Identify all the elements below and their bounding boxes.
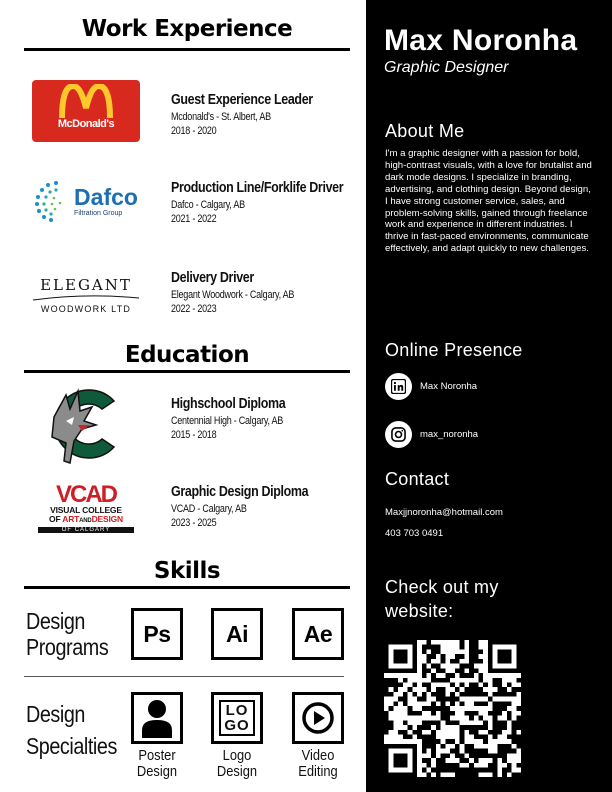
- profile-role: Graphic Designer: [384, 59, 509, 76]
- contact-phone: 403 703 0491: [385, 528, 444, 539]
- work-entry-2: [171, 180, 351, 226]
- work-entry-3: [171, 270, 351, 316]
- illustrator-skill-icon: Ai: [211, 608, 263, 660]
- golden-arches-icon: [59, 84, 113, 118]
- linkedin-link[interactable]: [385, 373, 477, 400]
- education-entry-1: [171, 396, 351, 442]
- school-dates: 2023 - 2025: [171, 517, 217, 529]
- vcad-line-2: OF ARTANDDESIGN: [49, 513, 123, 524]
- photoshop-skill-icon: Ps: [131, 608, 183, 660]
- poster-design-icon: [131, 692, 183, 744]
- degree-title: Highschool Diploma: [171, 396, 286, 412]
- mcdonalds-logo: [24, 82, 148, 140]
- website-qr-code[interactable]: [384, 640, 521, 777]
- job-dates: 2018 - 2020: [171, 125, 217, 137]
- dafco-dots-icon: [34, 179, 72, 223]
- design-specialties-label: Design Specialties: [26, 701, 117, 759]
- school-name: VCAD - Calgary, AB: [171, 503, 247, 515]
- video-editing-icon: [292, 692, 344, 744]
- job-dates: 2022 - 2023: [171, 303, 217, 315]
- school-name: Centennial High - Calgary, AB: [171, 415, 284, 427]
- education-entry-2: [171, 484, 351, 530]
- dafco-subtitle: Filtration Group: [74, 209, 123, 217]
- education-rule: [24, 370, 350, 373]
- dafco-logo: [24, 172, 148, 230]
- right-column: [366, 0, 612, 792]
- coyote-crest-icon: [44, 381, 128, 467]
- instagram-handle: max_noronha: [420, 429, 479, 440]
- contact-heading: Contact: [385, 469, 450, 489]
- skills-heading: Skills: [153, 558, 221, 584]
- job-title: Delivery Driver: [171, 270, 254, 286]
- instagram-link[interactable]: [385, 421, 478, 448]
- job-employer: Mcdonald's - St. Albert, AB: [171, 111, 271, 123]
- job-employer: Dafco - Calgary, AB: [171, 199, 245, 211]
- dafco-wordmark: Dafco: [74, 183, 138, 210]
- elegant-subtitle: WOODWORK LTD: [40, 304, 132, 314]
- mcdonalds-wordmark: McDonald's: [57, 118, 115, 130]
- work-experience-heading: Work Experience: [81, 16, 293, 42]
- instagram-icon: [385, 421, 412, 448]
- linkedin-icon: [385, 373, 412, 400]
- online-presence-heading: Online Presence: [385, 340, 523, 360]
- qr-code-icon: [384, 640, 521, 777]
- about-heading: About Me: [385, 121, 465, 141]
- vcad-logo: [24, 478, 148, 538]
- vcad-line-1: VISUAL COLLEGE: [50, 504, 122, 515]
- after-effects-skill-icon: Ae: [292, 608, 344, 660]
- work-experience-rule: [24, 48, 350, 51]
- about-text: I'm a graphic designer with a passion for bold, high-contrast visuals, with a love for brutalist and dark mode designs. I specialize in branding, advertising, and clothing design. Beyond design, I have strong customer service, sales, and problem-solving skills, gained through freelance work and experience in different industries. I thrive in fast-paced environments, communicate effectively, and adapt quickly to new challenges.: [385, 148, 592, 255]
- education-heading: Education: [124, 342, 250, 368]
- logo-design-icon: LO GO: [211, 692, 263, 744]
- school-dates: 2015 - 2018: [171, 429, 217, 441]
- linkedin-handle: Max Noronha: [420, 381, 478, 392]
- degree-title: Graphic Design Diploma: [171, 484, 309, 500]
- elegant-logo: [24, 266, 148, 324]
- website-heading: Check out my website:: [385, 577, 499, 621]
- video-editing-caption: Video Editing: [298, 747, 338, 780]
- skills-divider: [24, 676, 344, 677]
- job-dates: 2021 - 2022: [171, 213, 217, 225]
- job-title: Production Line/Forklife Driver: [171, 180, 344, 196]
- vcad-wordmark: VCAD: [55, 480, 116, 508]
- work-entry-1: [171, 92, 351, 138]
- logo-design-caption: Logo Design: [216, 747, 258, 780]
- poster-design-caption: Poster Design: [136, 747, 178, 780]
- elegant-wordmark: ELEGANT: [40, 276, 132, 294]
- job-title: Guest Experience Leader: [171, 92, 313, 108]
- profile-name: Max Noronha: [384, 24, 578, 57]
- design-programs-label: Design Programs: [26, 608, 109, 660]
- skills-rule: [24, 586, 350, 589]
- centennial-logo: [24, 380, 148, 468]
- job-employer: Elegant Woodwork - Calgary, AB: [171, 289, 295, 301]
- elegant-swoosh-icon: [31, 295, 141, 301]
- vcad-line-3: OF CALGARY: [38, 527, 134, 533]
- contact-email[interactable]: Maxjjnoronha@hotmail.com: [385, 507, 503, 518]
